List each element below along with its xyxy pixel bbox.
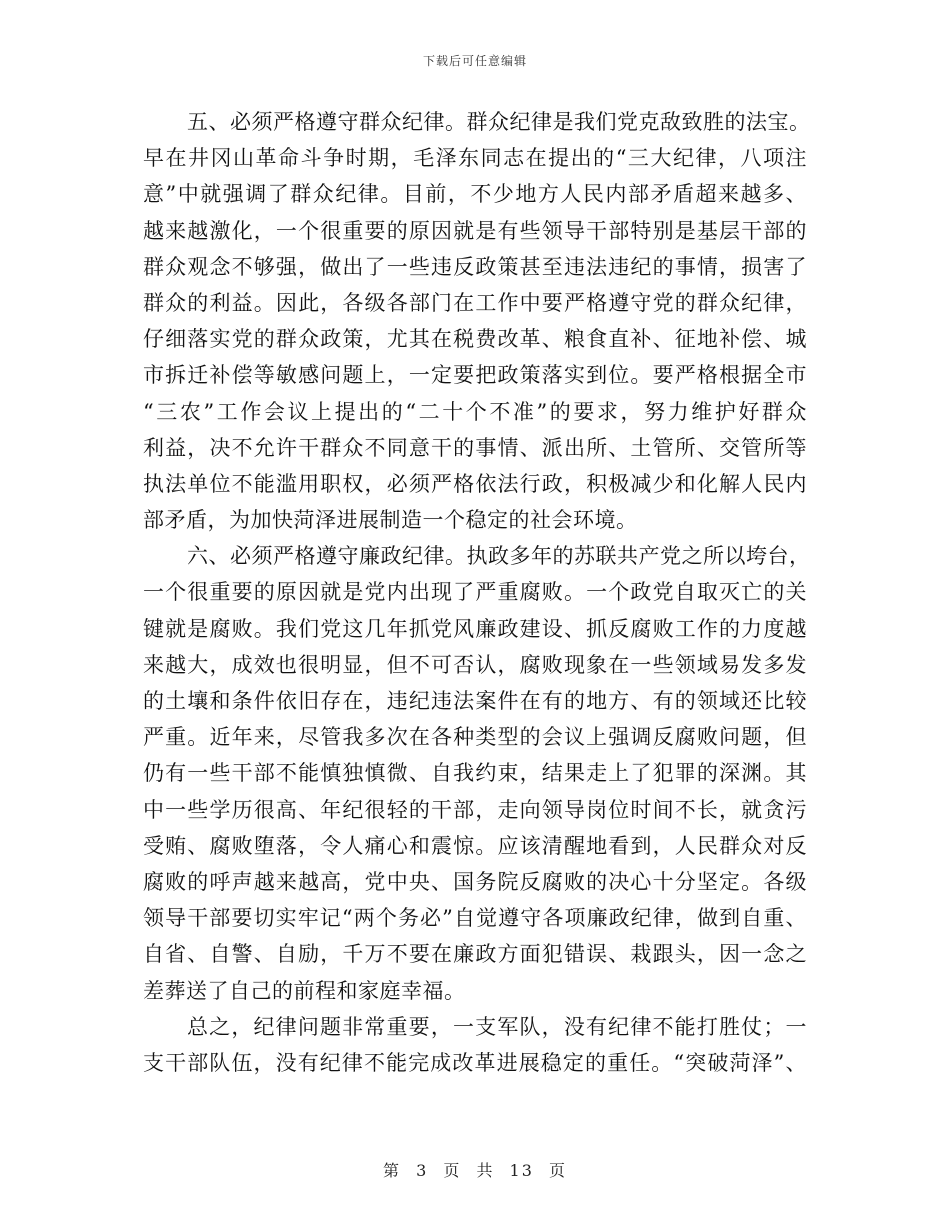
- text-line: 一个很重要的原因就是党内出现了严重腐败。一个政党自取灭亡的关: [143, 580, 807, 605]
- paragraph: [143, 104, 811, 538]
- document-body: [143, 104, 811, 1081]
- text-line: “三农”工作会议上提出的“二十个不准”的要求，努力维护好群众: [143, 399, 807, 424]
- text-line: 群众观念不够强，做出了一些违反政策甚至违法违纪的事情，损害了: [143, 254, 807, 279]
- text-line: 仍有一些干部不能慎独慎微、自我约束，结果走上了犯罪的深渊。其: [143, 761, 807, 786]
- text-line: 执法单位不能滥用职权，必须严格依法行政，积极减少和化解人民内: [143, 471, 807, 496]
- text-line: 支干部队伍，没有纪律不能完成改革进展稳定的重任。“突破菏泽”、: [143, 1050, 807, 1075]
- text-line: 受贿、腐败堕落，令人痛心和震惊。应该清醒地看到，人民群众对反: [143, 833, 807, 858]
- text-line: 早在井冈山革命斗争时期，毛泽东同志在提出的“三大纪律，八项注: [143, 146, 807, 171]
- paragraph: [143, 1009, 807, 1081]
- text-line: 意”中就强调了群众纪律。目前，不少地方人民内部矛盾超来越多、: [143, 182, 807, 207]
- page-header: 下载后可任意编辑: [422, 54, 527, 68]
- text-line: 市拆迁补偿等敏感问题上，一定要把政策落实到位。要严格根据全市: [143, 363, 807, 388]
- text-line: 键就是腐败。我们党这几年抓党风廉政建设、抓反腐败工作的力度越: [143, 616, 807, 641]
- text-line: 腐败的呼声越来越高，党中央、国务院反腐败的决心十分坚定。各级: [143, 869, 807, 894]
- text-line: 自省、自警、自励，千万不要在廉政方面犯错误、栽跟头，因一念之: [143, 942, 807, 967]
- text-line: 仔细落实党的群众政策，尤其在税费改革、粮食直补、征地补偿、城: [143, 327, 807, 352]
- text-line: 五、必须严格遵守群众纪律。群众纪律是我们党克敌致胜的法宝。: [187, 110, 811, 134]
- paragraph: [143, 538, 811, 1008]
- text-line: 的土壤和条件依旧存在，违纪违法案件在有的地方、有的领域还比较: [143, 689, 807, 713]
- text-line: 越来越激化，一个很重要的原因就是有些领导干部特别是基层干部的: [143, 218, 807, 243]
- text-line: 差葬送了自己的前程和家庭幸福。: [143, 978, 466, 1003]
- text-line: 利益，决不允许干群众不同意干的事情、派出所、土管所、交管所等: [143, 435, 807, 460]
- text-line: 中一些学历很高、年纪很轻的干部，走向领导岗位时间不长，就贪污: [143, 797, 807, 822]
- text-line: 严重。近年来，尽管我多次在各种类型的会议上强调反腐败问题，但: [143, 725, 807, 750]
- text-line: 来越大，成效也很明显，但不可否认，腐败现象在一些领域易发多发: [143, 652, 807, 677]
- text-line: 六、必须严格遵守廉政纪律。执政多年的苏联共产党之所以垮台，: [187, 544, 811, 569]
- text-line: 领导干部要切实牢记“两个务必”自觉遵守各项廉政纪律，做到自重、: [143, 906, 807, 931]
- text-line: 群众的利益。因此，各级各部门在工作中要严格遵守党的群众纪律，: [143, 290, 807, 315]
- text-line: 部矛盾，为加快菏泽进展制造一个稳定的社会环境。: [143, 508, 638, 533]
- page-number-footer: 第 3 页 共 13 页: [383, 1161, 567, 1180]
- text-line: 总之，纪律问题非常重要，一支军队，没有纪律不能打胜仗；一: [187, 1014, 807, 1039]
